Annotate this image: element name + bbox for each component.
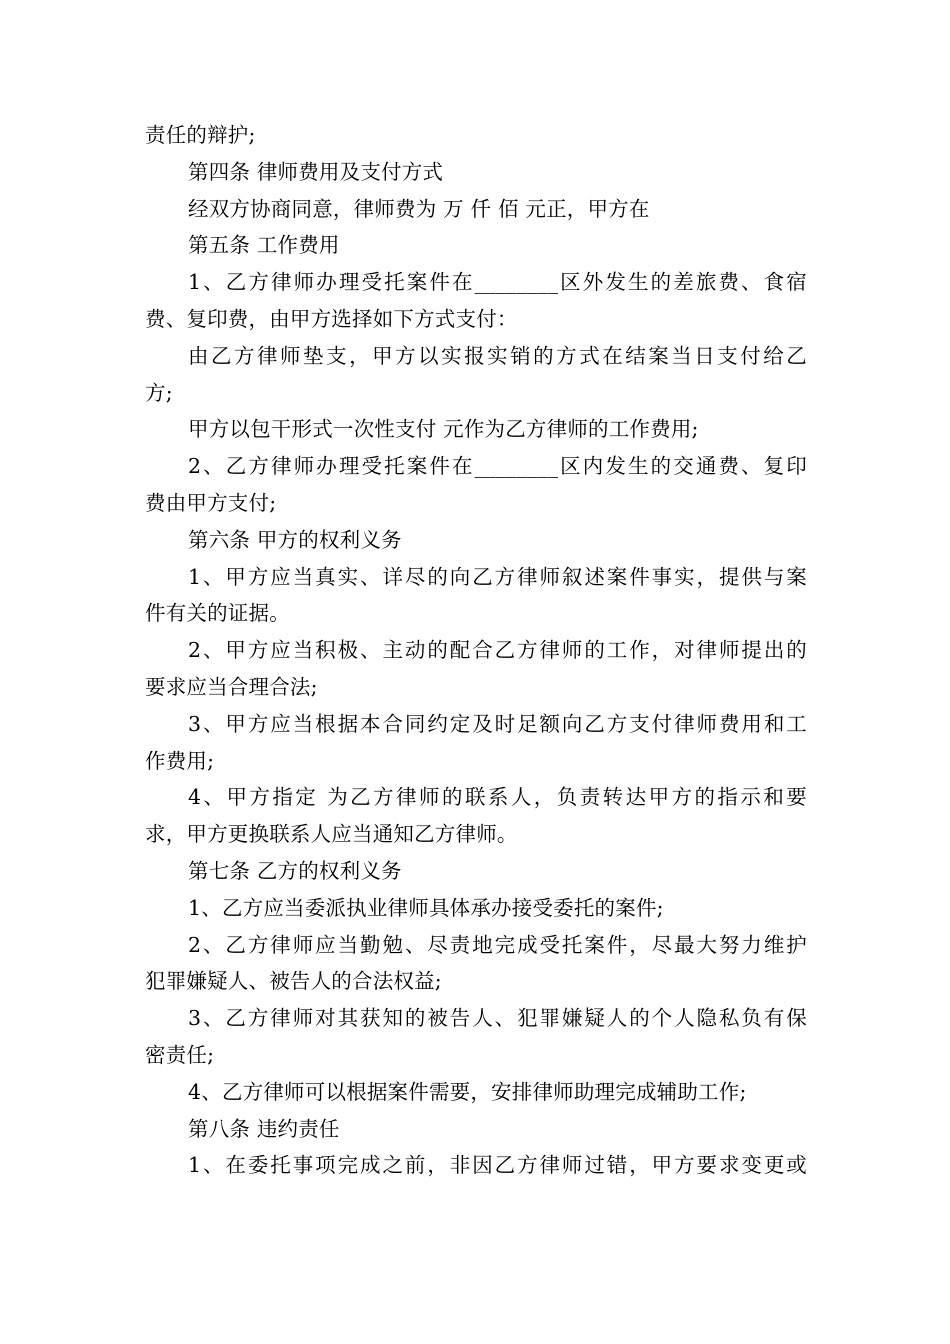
document-line: 甲方以包干形式一次性支付 元作为乙方律师的工作费用; bbox=[188, 417, 699, 442]
document-line: 费由甲方支付; bbox=[145, 490, 277, 515]
document-line: 方; bbox=[145, 380, 173, 405]
document-line: 1、乙方律师办理受托案件在________区外发生的差旅费、食宿 bbox=[188, 270, 807, 295]
document-line: 1、在委托事项完成之前，非因乙方律师过错，甲方要求变更或 bbox=[188, 1153, 807, 1178]
document-line: 3、甲方应当根据本合同约定及时足额向乙方支付律师费用和工 bbox=[188, 711, 807, 736]
document-line: 密责任; bbox=[145, 1042, 215, 1067]
document-line: 2、乙方律师办理受托案件在________区内发生的交通费、复印 bbox=[188, 454, 807, 479]
document-line: 由乙方律师垫支，甲方以实报实销的方式在结案当日支付给乙 bbox=[188, 343, 807, 368]
document-line: 2、乙方律师应当勤勉、尽责地完成受托案件，尽最大努力维护 bbox=[188, 932, 807, 957]
document-body bbox=[145, 117, 807, 1184]
document-line: 责任的辩护; bbox=[145, 123, 256, 147]
document-line: 要求应当合理合法; bbox=[145, 674, 318, 699]
document-line: 第四条 律师费用及支付方式 bbox=[188, 159, 444, 184]
document-line: 第八条 违约责任 bbox=[188, 1116, 340, 1141]
document-line: 经双方协商同意，律师费为 万 仟 佰 元正，甲方在 bbox=[188, 196, 650, 221]
document-line: 件有关的证据。 bbox=[145, 601, 290, 626]
document-line: 第六条 甲方的权利义务 bbox=[188, 527, 402, 552]
document-line: 费、复印费，由甲方选择如下方式支付： bbox=[145, 306, 518, 331]
document-line: 第五条 工作费用 bbox=[188, 233, 340, 258]
document-line: 犯罪嫌疑人、被告人的合法权益; bbox=[145, 969, 442, 994]
document-line: 求，甲方更换联系人应当通知乙方律师。 bbox=[145, 822, 518, 847]
document-line: 4、甲方指定 为乙方律师的联系人，负责转达甲方的指示和要 bbox=[188, 785, 807, 810]
document-line: 第七条 乙方的权利义务 bbox=[188, 858, 402, 883]
document-line: 作费用; bbox=[145, 748, 215, 773]
document-line: 1、甲方应当真实、详尽的向乙方律师叙述案件事实，提供与案 bbox=[188, 564, 807, 589]
document-line: 2、甲方应当积极、主动的配合乙方律师的工作，对律师提出的 bbox=[188, 638, 807, 663]
document-line: 4、乙方律师可以根据案件需要，安排律师助理完成辅助工作; bbox=[188, 1079, 747, 1104]
document-line: 3、乙方律师对其获知的被告人、犯罪嫌疑人的个人隐私负有保 bbox=[188, 1006, 807, 1031]
document-line: 1、乙方应当委派执业律师具体承办接受委托的案件; bbox=[188, 895, 664, 920]
